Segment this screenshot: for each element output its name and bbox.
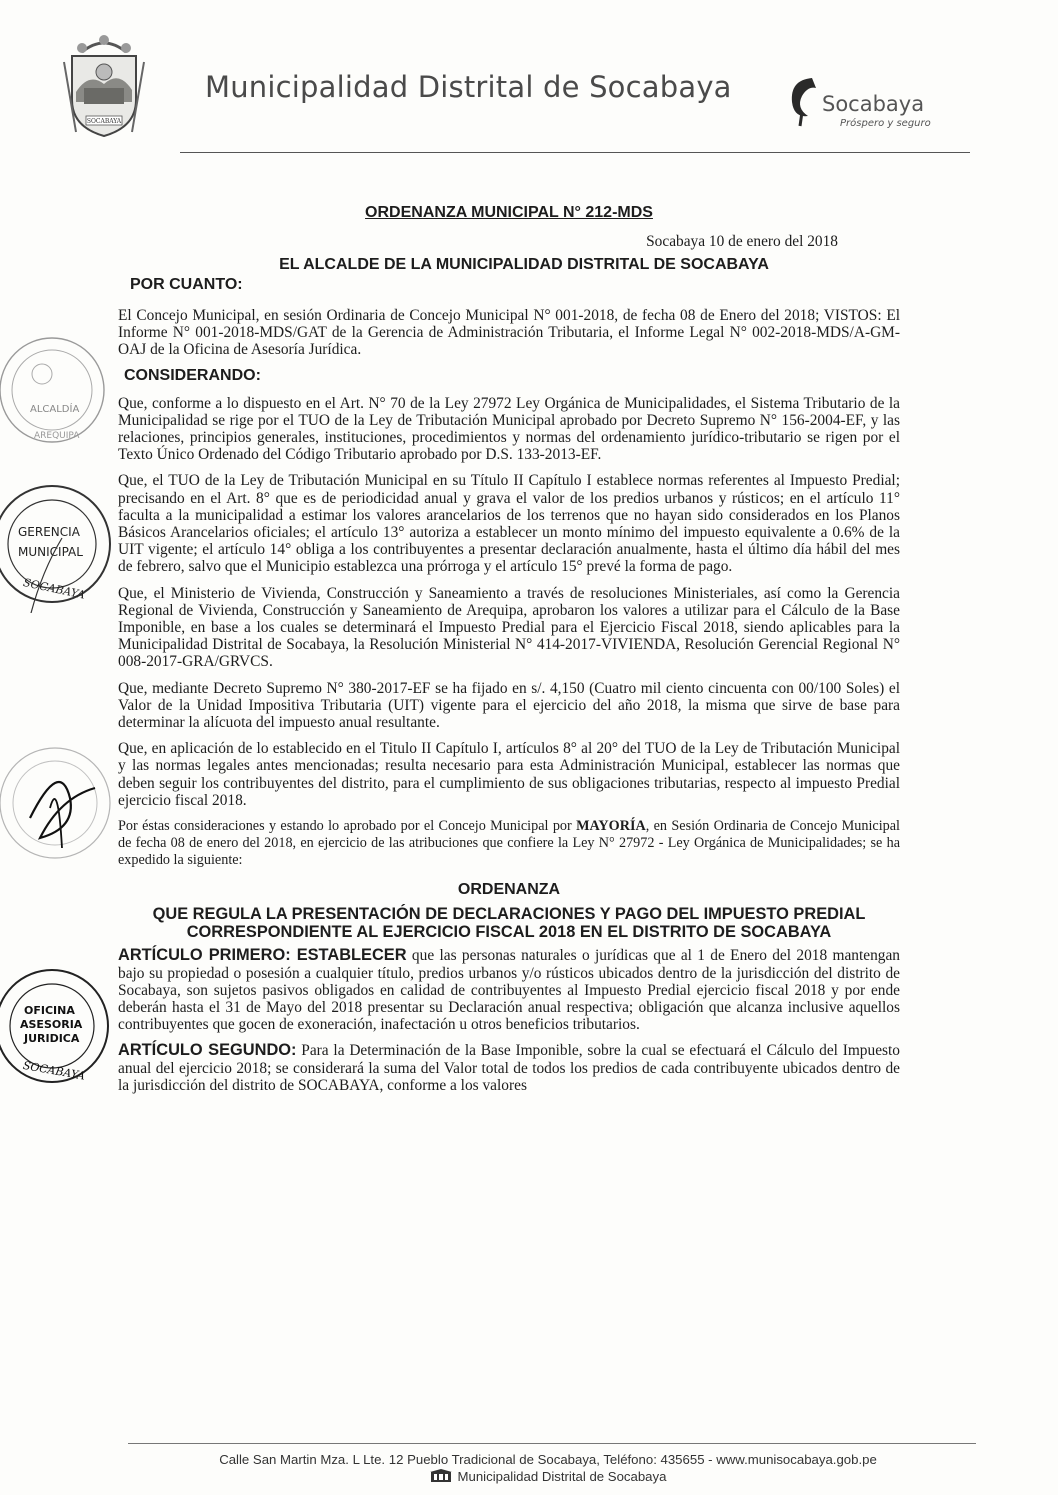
por-cuanto-heading: POR CUANTO: bbox=[130, 275, 243, 293]
footer bbox=[118, 1451, 978, 1485]
stamp-text: SOCABAYA bbox=[22, 575, 87, 602]
considerando-paragraph: Que, mediante Decreto Supremo N° 380-2017-EF se ha fijado en s/. 4,150 (Cuatro mil ciento cincuenta con 00/100 Soles) el Valor de la Unidad Impositiva Tributaria (UIT) vigente para el ejercicio del año 2018, la misma que sirve de base para determinar la alícuota del impuesto anual resultante. bbox=[118, 679, 900, 732]
article-primero-text: que las personas naturales o jurídicas que al 1 de Enero del 2018 mantengan bajo su propiedad o posesión a cualquier título, predios urbanos y/o rústicos ubicados dentro de la jurisdicción del distrito de Socabaya, son sujetos pasivos obligados en calidad de contribuyentes al Impuesto Predial ejercicio fiscal 2018 y por ende deberán hasta el 31 de Mayo del 2018 presentar su Declaración anual respectiva; obligación que alcanza inclusive aquellos contribuyentes que gocen de exoneración, inafectación u otros beneficios tributarios. bbox=[118, 947, 901, 1034]
stamp-text: JURIDICA bbox=[24, 1032, 80, 1045]
brand-tagline: Próspero y seguro bbox=[840, 118, 931, 129]
considerando-heading: CONSIDERANDO: bbox=[124, 367, 261, 385]
header-divider bbox=[180, 152, 970, 153]
footer-org: Municipalidad Distrital de Socabaya bbox=[457, 1469, 667, 1484]
article-segundo bbox=[118, 1042, 900, 1094]
approval-majority: MAYORÍA bbox=[576, 818, 646, 835]
stamp-text: MUNICIPAL bbox=[18, 545, 83, 559]
crest-caption: SOCABAYA bbox=[86, 118, 122, 125]
letterhead bbox=[0, 0, 1058, 160]
article-primero bbox=[118, 947, 900, 1033]
article-segundo-label: ARTÍCULO SEGUNDO: bbox=[118, 1041, 297, 1060]
socabaya-brand bbox=[782, 72, 962, 132]
footer-org-line bbox=[118, 1468, 978, 1485]
municipality-title: Municipalidad Distrital de Socabaya bbox=[205, 70, 732, 104]
stamp-text: ALCALDÍA bbox=[30, 404, 80, 415]
considerando-paragraph: Que, el Ministerio de Vivienda, Construcción y Saneamiento a través de resoluciones Ministeriales, así como la Gerencia Regional de Vivienda, Construcción y Saneamiento de Arequipa, aprobaron los valores a utilizar para el Cálculo de la Base Imponible, en base a los cuales se determinará el Impuesto Predial para el Ejercicio Fiscal 2018, siendo aplicables para la Municipalidad Distrital de Socabaya, la Resolución Ministerial N° 414-2017-VIVIENDA, Resolución Gerencial Regional N° 008-2017-GRA/GRVCS. bbox=[118, 584, 900, 671]
brand-swirl-icon bbox=[782, 72, 822, 128]
regula-heading: QUE REGULA LA PRESENTACIÓN DE DECLARACIONES Y PAGO DEL IMPUESTO PREDIAL CORRESPONDIENTE AL EJERCICIO FISCAL 2018 EN EL DISTRITO DE SOCABAYA bbox=[152, 905, 866, 941]
municipal-crest-logo bbox=[54, 32, 154, 142]
footer-divider bbox=[128, 1443, 976, 1444]
stamp-text: SOCABAYA bbox=[21, 1058, 87, 1083]
considerando-paragraph: Que, conforme a lo dispuesto en el Art. N° 70 de la Ley 27972 Ley Orgánica de Municipalidades, el Sistema Tributario de la Municipalidad se rige por el TUO de la Ley de Tributación Municipal aprobado por Decreto Supremo N° 156-2004-EF, y las relaciones, principios generales, instituciones, procedimientos y normas del ordenamiento jurídico-tributario se rigen por el Texto Único Ordenado del Código Tributario aprobado por D.S. 133-2013-EF. bbox=[118, 394, 900, 464]
stamp-text: ASESORIA bbox=[20, 1018, 83, 1031]
ordinance-title: ORDENANZA MUNICIPAL N° 212-MDS bbox=[365, 204, 653, 221]
approval-text: , en Sesión Ordinaria de Concejo Municipal de fecha 08 de enero del 2018, en ejercicio de las atribuciones que confiere la Ley N° 27972 - Ley Orgánica de Municipalidades; se ha expedido la siguiente: bbox=[118, 818, 900, 869]
brand-name: Socabaya bbox=[822, 92, 925, 116]
alcalde-heading: EL ALCALDE DE LA MUNICIPALIDAD DISTRITAL DE SOCABAYA bbox=[279, 256, 769, 274]
gerencia-municipal-stamp bbox=[0, 478, 122, 613]
considerando-paragraph: Que, en aplicación de lo establecido en el Titulo II Capítulo I, artículos 8° al 20° del TUO de la Ley de Tributación Municipal y las normas legales antes mencionadas; resulta necesario para esta Administración Municipal, establecer las normas que deben seguir los contribuyentes del distrito, para el cumplimiento de sus obligaciones tributarias, respecto al impuesto Predial ejercicio fiscal 2018. bbox=[118, 740, 900, 809]
signature-stamp bbox=[0, 738, 120, 868]
stamp-text: GERENCIA bbox=[18, 525, 80, 539]
article-segundo-text: Para la Determinación de la Base Imponible, sobre la cual se efectuará el Cálculo del Impuesto anual del ejercicio 2018; se considerará la suma del Valor total de todos los predios de cada contribuyente ubicados dentro de la jurisdicción del distrito de SOCABAYA, conforme a los valores bbox=[118, 1042, 900, 1094]
alcaldia-stamp bbox=[0, 330, 114, 450]
por-cuanto-paragraph: El Concejo Municipal, en sesión Ordinaria de Concejo Municipal N° 001-2018, de fecha 08 de Enero del 2018; VISTOS: El Informe N° 001-2018-MDS/GAT de la Gerencia de Administración Tributaria, el Informe Legal N° 002-2018-MDS/A-GM-OAJ de la Oficina de Asesoría Jurídica. bbox=[118, 306, 900, 359]
footer-building-icon bbox=[430, 1469, 452, 1483]
stamp-text: OFICINA bbox=[24, 1004, 75, 1017]
article-primero-label: ARTÍCULO PRIMERO: ESTABLECER bbox=[118, 946, 407, 965]
considerando-paragraph: Que, el TUO de la Ley de Tributación Municipal en su Título II Capítulo I establece normas referentes al Impuesto Predial; precisando en el Art. 8° que es de periodicidad anual y grava el valor de los predios urbanos y rústicos; en el artículo 11° faculta a la municipalidad a estimar los valores arancelarios de los terrenos que no hayan sido considerados en los Planos Básicos Arancelarios oficiales; el artículo 13° autoriza a establecer un monto mínimo del impuesto equivalente a 0.6% de la UIT vigente; el artículo 14° obliga a los contribuyentes a presentar declaración anualmente, hasta el último día hábil del mes de febrero, salvo que el Municipio establezca una prórroga y el artículo 15° prevé la forma de pago. bbox=[118, 472, 900, 576]
footer-address: Calle San Martin Mza. L Lte. 12 Pueblo Tradicional de Socabaya, Teléfono: 435655 - www.munisocabaya.gob.pe bbox=[219, 1452, 877, 1467]
ordenanza-heading: ORDENANZA bbox=[457, 881, 561, 899]
asesoria-juridica-stamp bbox=[0, 962, 119, 1092]
approval-text: Por éstas consideraciones y estando lo aprobado por el Concejo Municipal por bbox=[118, 818, 577, 835]
stamp-text: AREQUIPA bbox=[34, 431, 80, 441]
ordinance-body bbox=[118, 200, 900, 1103]
date-line: Socabaya 10 de enero del 2018 bbox=[646, 233, 838, 251]
approval-paragraph bbox=[118, 818, 900, 869]
